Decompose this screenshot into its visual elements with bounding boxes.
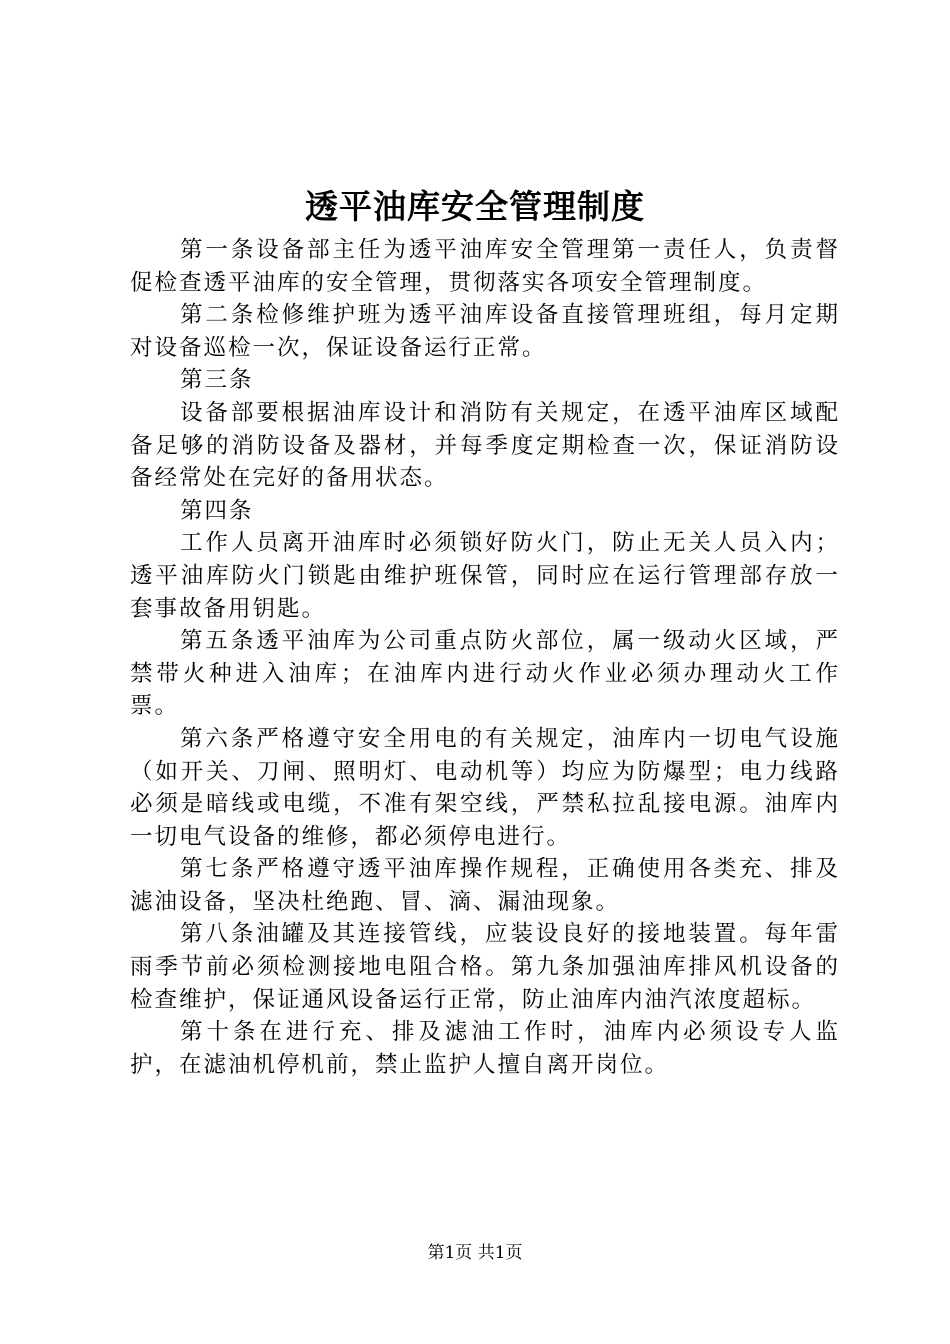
- paragraph-3-heading: 第三条: [180, 367, 254, 394]
- paragraph-10: 第十条在进行充、排及滤油工作时，油库内必须设专人监护，在滤油机停机前，禁止监护人擅自离开岗位。: [130, 1019, 840, 1078]
- paragraph-4: 工作人员离开油库时必须锁好防火门，防止无关人员入内；透平油库防火门锁匙由维护班保管，同时应在运行管理部存放一套事故备用钥匙。: [130, 530, 840, 622]
- paragraph-8: 第八条油罐及其连接管线，应装设良好的接地装置。每年雷雨季节前必须检测接地电阻合格。第九条加强油库排风机设备的检查维护，保证通风设备运行正常，防止油库内油汽浓度超标。: [130, 921, 840, 1013]
- paragraph-7: 第七条严格遵守透平油库操作规程，正确使用各类充、排及滤油设备，坚决杜绝跑、冒、滴、漏油现象。: [130, 856, 840, 915]
- paragraph-3: 设备部要根据油库设计和消防有关规定，在透平油库区域配备足够的消防设备及器材，并每季度定期检查一次，保证消防设备经常处在完好的备用状态。: [130, 399, 840, 492]
- paragraph-4-heading: 第四条: [180, 497, 254, 524]
- document-body: [130, 234, 840, 1081]
- paragraph-6: 第六条严格遵守安全用电的有关规定，油库内一切电气设施（如开关、刀闸、照明灯、电动机等）均应为防爆型；电力线路必须是暗线或电缆，不准有架空线，严禁私拉乱接电源。油库内一切电气设备的维修，都必须停电进行。: [130, 725, 840, 850]
- paragraph-2: 第二条检修维护班为透平油库设备直接管理班组，每月定期对设备巡检一次，保证设备运行正常。: [130, 302, 840, 361]
- paragraph-1: 第一条设备部主任为透平油库安全管理第一责任人，负责督促检查透平油库的安全管理，贯彻落实各项安全管理制度。: [130, 237, 840, 296]
- paragraph-5: 第五条透平油库为公司重点防火部位，属一级动火区域，严禁带火种进入油库；在油库内进行动火作业必须办理动火工作票。: [130, 628, 840, 720]
- document-title: 透平油库安全管理制度: [305, 187, 645, 226]
- page-footer: 第1页 共1页: [427, 1243, 523, 1263]
